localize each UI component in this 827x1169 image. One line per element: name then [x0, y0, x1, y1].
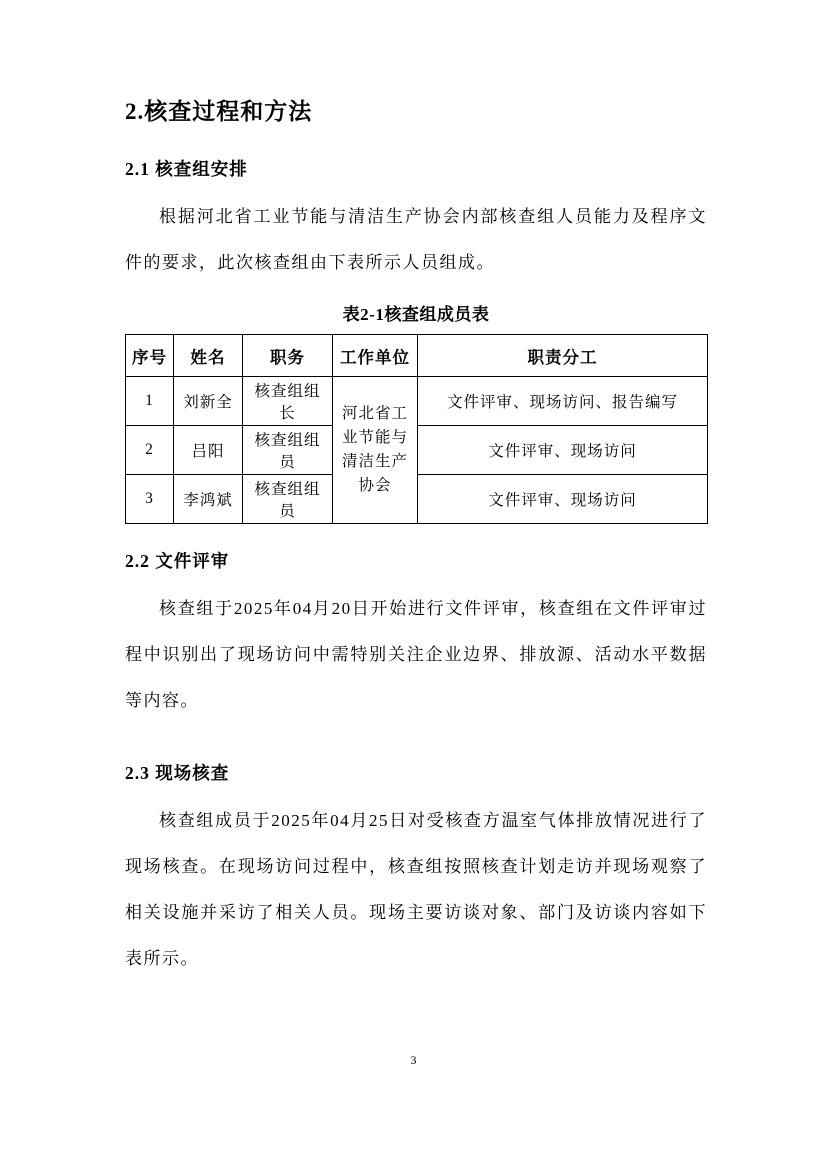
cell-index: 3	[126, 475, 174, 524]
table-header-row	[126, 335, 708, 377]
paragraph-2-2: 核查组于2025年04月20日开始进行文件评审，核查组在文件评审过程中识别出了现场访问中需特别关注企业边界、排放源、活动水平数据等内容。	[125, 599, 707, 710]
section-heading-2-3: 2.3 现场核查	[125, 763, 230, 783]
cell-index: 2	[126, 426, 174, 475]
section-heading-2-2: 2.2 文件评审	[125, 551, 230, 571]
cell-duty: 文件评审、现场访问	[418, 426, 708, 475]
cell-name: 吕阳	[174, 426, 243, 475]
verification-team-table	[125, 334, 708, 524]
cell-role: 核查组组长	[243, 377, 333, 426]
cell-index: 1	[126, 377, 174, 426]
table-caption: 表2-1核查组成员表	[342, 305, 490, 324]
cell-duty: 文件评审、现场访问	[418, 475, 708, 524]
cell-work-unit-merged: 河北省工业节能与清洁生产协会	[333, 377, 418, 524]
document-title: 2.核查过程和方法	[125, 99, 313, 124]
cell-duty: 文件评审、现场访问、报告编写	[418, 377, 708, 426]
col-header-index: 序号	[126, 335, 174, 377]
col-header-name: 姓名	[174, 335, 243, 377]
page-number: 3	[410, 1053, 417, 1067]
section-heading-2-1: 2.1 核查组安排	[125, 159, 248, 179]
cell-name: 刘新全	[174, 377, 243, 426]
page-content	[125, 0, 707, 982]
cell-role: 核查组组员	[243, 475, 333, 524]
col-header-role: 职务	[243, 335, 333, 377]
col-header-workunit: 工作单位	[333, 335, 418, 377]
col-header-duty: 职责分工	[418, 335, 708, 377]
paragraph-2-3: 核查组成员于2025年04月25日对受核查方温室气体排放情况进行了现场核查。在现场访问过程中，核查组按照核查计划走访并现场观察了相关设施并采访了相关人员。现场主要访谈对象、部门及访谈内容如下表所示。	[125, 811, 707, 968]
paragraph-2-1: 根据河北省工业节能与清洁生产协会内部核查组人员能力及程序文件的要求，此次核查组由下表所示人员组成。	[125, 207, 707, 272]
cell-role: 核查组组员	[243, 426, 333, 475]
cell-name: 李鸿斌	[174, 475, 243, 524]
table-row	[126, 377, 708, 426]
